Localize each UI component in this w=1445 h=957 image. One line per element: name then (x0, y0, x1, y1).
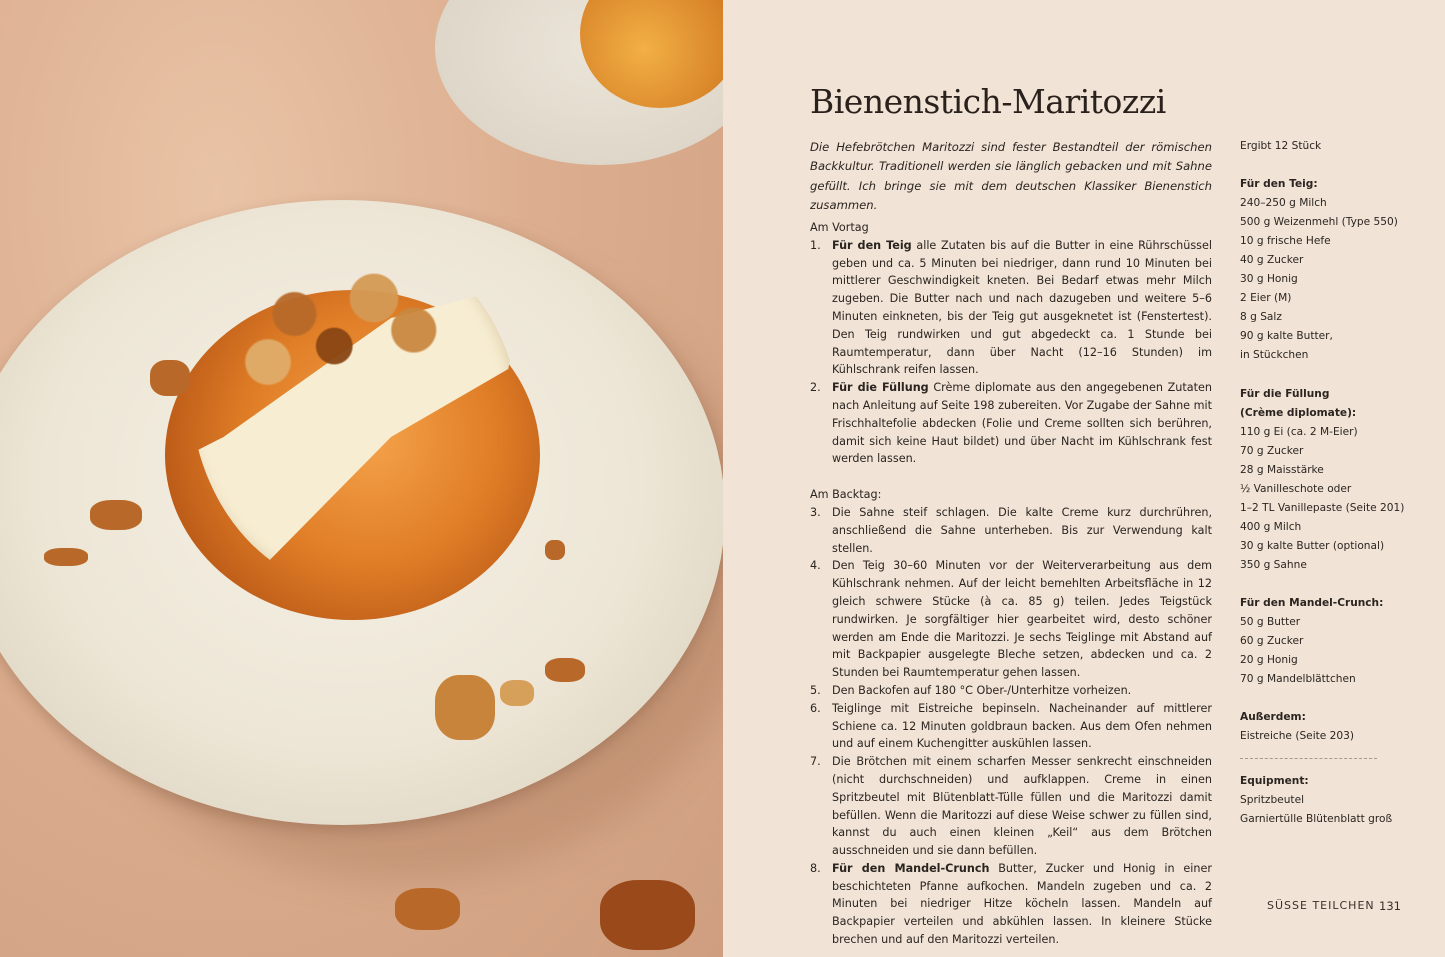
step-item (810, 379, 1212, 468)
step-number: 1. (810, 238, 821, 252)
ingredient-item: in Stückchen (1240, 349, 1309, 362)
ingredient-item: 30 g Honig (1240, 273, 1298, 286)
ingredient-item: 70 g Zucker (1240, 444, 1304, 457)
step-body: Die Brötchen mit einem scharfen Messer senkrecht einschneiden (nicht durchschneiden) und aufklappen. Creme in einen Spritzbeutel mit Blütenblatt-Tülle füllen und die Maritozzi damit befüllen. Wenn die Maritozzi auf diese Weise schwer zu füllen sind, kannst du auch einen kleinen „Keil“ aus dem Brötchen ausschneiden und sie dann befüllen. (832, 755, 1212, 858)
crumb (90, 500, 142, 530)
ingredient-item: 2 Eier (M) (1240, 292, 1292, 305)
spacer (1240, 156, 1410, 175)
ingredient-item: 240–250 g Milch (1240, 197, 1327, 210)
ingredient-item: 500 g Weizenmehl (Type 550) (1240, 216, 1398, 229)
ingredient-item: 20 g Honig (1240, 654, 1298, 667)
step-text (832, 682, 1212, 700)
ingredient-group-heading: Für die Füllung (1240, 387, 1330, 400)
spacer (1240, 575, 1410, 594)
method (810, 219, 1212, 949)
step-body: Den Teig 30–60 Minuten vor der Weiterverarbeitung aus dem Kühlschrank nehmen. Auf der leicht bemehlten Arbeitsfläche in 12 gleich schwere Stücke (à ca. 85 g) teilen. Jedes Teigstück rundwirken. Je sorgfältiger hier gearbeitet wird, desto schöner werden am Ende die Maritozzi. Je sechs Teiglinge mit Abstand auf mit Backpapier ausgelegte Bleche setzen, abdecken und ca. 2 Stunden bei Raumtemperatur gehen lassen. (832, 559, 1212, 680)
yield: Ergibt 12 Stück (1240, 140, 1322, 152)
ingredient-item: 8 g Salz (1240, 311, 1282, 324)
recipe-title: Bienenstich-Maritozzi (810, 82, 1166, 121)
crumb (435, 675, 495, 740)
step-text (832, 860, 1212, 949)
equipment-item: Spritzbeutel (1240, 794, 1305, 807)
ingredient-item: 350 g Sahne (1240, 558, 1307, 571)
section-heading: Am Backtag: (810, 488, 882, 502)
step-item (810, 700, 1212, 753)
step-text (832, 504, 1212, 557)
ingredient-item: ½ Vanilleschote oder (1240, 482, 1352, 495)
step-list (810, 237, 1212, 468)
step-text (832, 753, 1212, 860)
page-number: 131 (1379, 899, 1401, 913)
ingredient-item: 40 g Zucker (1240, 254, 1304, 267)
step-item (810, 504, 1212, 557)
ingredient-item: 30 g kalte Butter (optional) (1240, 539, 1385, 552)
step-number: 4. (810, 559, 821, 573)
crumb (500, 680, 534, 706)
ingredient-group-heading: Für den Teig: (1240, 178, 1318, 191)
equipment-heading: Equipment: (1240, 775, 1309, 788)
step-number: 2. (810, 381, 821, 395)
step-body: Crème diplomate aus den angegebenen Zutaten nach Anleitung auf Seite 198 zubereiten. Vor Zugabe der Sahne mit Frischhaltefolie abdecken (Folie und Creme sollten sich berühren, damit sich keine Haut bildet) und über Nacht im Kühlschrank fest werden lassen. (832, 381, 1213, 466)
ingredient-item: 90 g kalte Butter, (1240, 330, 1333, 343)
equipment-item: Garniertülle Blütenblatt groß (1240, 813, 1393, 826)
ingredient-item: Eistreiche (Seite 203) (1240, 730, 1355, 743)
recipe-intro: Die Hefebrötchen Maritozzi sind fester Bestandteil der römischen Backkultur. Traditionell werden sie länglich gebacken und mit Sahne gefüllt. Ich bringe sie mit dem deutschen Klassiker Bienenstich zusammen. (810, 140, 1212, 212)
section-label: SÜSSE TEILCHEN (1267, 899, 1375, 912)
crumb (395, 888, 460, 930)
spacer (1240, 366, 1410, 385)
divider (1240, 758, 1377, 759)
step-number: 8. (810, 861, 821, 875)
step-lead: Für den Mandel-Crunch (832, 861, 990, 875)
ingredients-column (1240, 137, 1410, 829)
step-item (810, 557, 1212, 682)
ingredient-group-heading: Für den Mandel-Crunch: (1240, 596, 1384, 609)
ingredient-group-heading: (Crème diplomate): (1240, 406, 1357, 419)
crumb (44, 548, 88, 566)
step-number: 6. (810, 701, 821, 715)
ingredient-item: 400 g Milch (1240, 520, 1302, 533)
ingredient-item: 1–2 TL Vanillepaste (Seite 201) (1240, 501, 1405, 514)
step-body: Butter, Zucker und Honig in einer beschichteten Pfanne aufkochen. Mandeln zugeben und ca. 2 Minuten bei niedriger Hitze köcheln lassen. Mandeln auf Backpapier verteilen und abkühlen lassen. In kleinere Stücke brechen und auf den Maritozzi verteilen. (832, 861, 1212, 947)
ingredient-item: 110 g Ei (ca. 2 M-Eier) (1240, 425, 1358, 438)
step-text (832, 557, 1212, 682)
crumb (545, 658, 585, 682)
step-body: Den Backofen auf 180 °C Ober-/Unterhitze vorheizen. (832, 683, 1132, 697)
step-text (832, 700, 1212, 753)
step-number: 3. (810, 505, 821, 519)
section-heading: Am Vortag (810, 221, 869, 234)
ingredient-item: 10 g frische Hefe (1240, 235, 1331, 248)
step-list (810, 504, 1212, 949)
crumb (545, 540, 565, 560)
step-lead: Für die Füllung (832, 381, 929, 395)
almond-crunch (215, 250, 480, 410)
ingredient-item: 28 g Maisstärke (1240, 463, 1324, 476)
step-number: 7. (810, 755, 821, 769)
step-text (832, 237, 1212, 379)
ingredient-item: 50 g Butter (1240, 616, 1301, 629)
spacer (1240, 689, 1410, 708)
step-item (810, 860, 1212, 949)
step-number: 5. (810, 683, 821, 697)
step-body: alle Zutaten bis auf die Butter in eine Rührschüssel geben und ca. 5 Minuten bei niedriger, dann rund 10 Minuten bei mittlerer Geschwindigkeit kneten. Bei Bedarf etwas mehr Milch zugeben. Die Butter nach und nach dazugeben und weitere 5–6 Minuten einkneten, bis der Teig gut ausgeknetet ist (Fenstertest). Den Teig rundwirken und gut abgedeckt ca. 1 Stunde bei Raumtemperatur, dann über Nacht (12–16 Stunden) im Kühlschrank reifen lassen. (832, 238, 1212, 377)
step-item (810, 753, 1212, 860)
crumb (150, 360, 190, 396)
ingredient-item: 70 g Mandelblättchen (1240, 673, 1356, 686)
crumb (600, 880, 695, 950)
step-body: Die Sahne steif schlagen. Die kalte Creme kurz durchrühren, anschließend die Sahne unterheben. Bis zur Verwendung kalt stellen. (832, 505, 1212, 555)
ingredient-item: 60 g Zucker (1240, 635, 1304, 648)
step-text (832, 379, 1212, 468)
step-item (810, 682, 1212, 700)
step-body: Teiglinge mit Eistreiche bepinseln. Nacheinander auf mittlerer Schiene ca. 12 Minuten goldbraun backen. Aus dem Ofen nehmen und auf einem Kuchengitter auskühlen lassen. (832, 701, 1212, 751)
ingredient-group-heading: Außerdem: (1240, 711, 1306, 724)
step-item (810, 237, 1212, 379)
step-lead: Für den Teig (832, 238, 912, 252)
